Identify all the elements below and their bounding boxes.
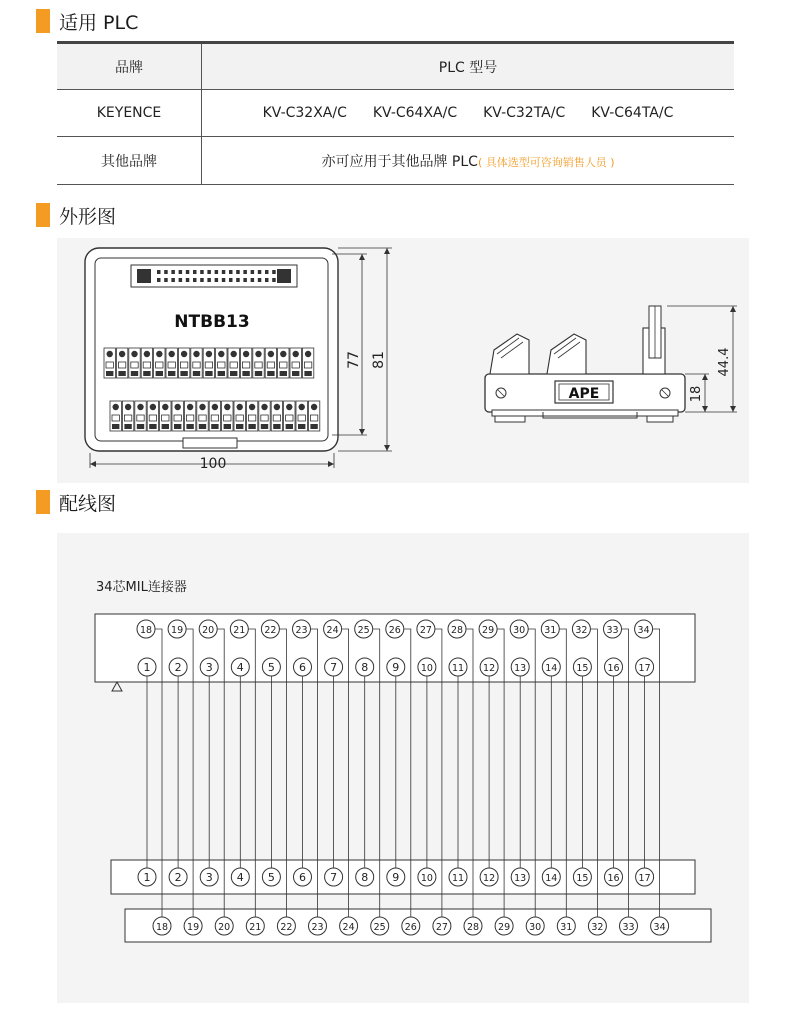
connector-pin: [449, 658, 467, 676]
connector-pin: [418, 658, 436, 676]
connector-pin: [511, 658, 529, 676]
svg-text:19: 19: [187, 922, 200, 933]
connector-pin: [542, 658, 560, 676]
connector-pin: [541, 620, 559, 638]
connector-pin: [169, 658, 187, 676]
terminal-label: [153, 917, 171, 935]
din-clip: [183, 438, 237, 448]
table-header-row: [57, 43, 734, 90]
svg-text:12: 12: [483, 663, 496, 674]
dim-height-inner: 77: [346, 351, 362, 369]
section-title-text: 外形图: [59, 205, 117, 228]
connector-pin: [262, 658, 280, 676]
svg-text:9: 9: [392, 661, 400, 674]
svg-text:30: 30: [513, 625, 526, 636]
connector-pin: [604, 620, 622, 638]
connector-pin: [261, 620, 279, 638]
terminal-label: [231, 868, 249, 886]
header-model: PLC 型号: [202, 43, 735, 90]
svg-text:5: 5: [267, 661, 275, 674]
svg-text:15: 15: [576, 873, 589, 884]
terminal-label: [495, 917, 513, 935]
svg-text:31: 31: [544, 625, 557, 636]
terminal-row-upper: [104, 348, 314, 378]
terminal-label: [340, 917, 358, 935]
svg-text:4: 4: [236, 661, 244, 674]
connector-label: 34芯MIL连接器: [96, 580, 187, 595]
section-title-text: 配线图: [59, 492, 117, 515]
terminal-label: [557, 917, 575, 935]
terminal-label: [356, 868, 374, 886]
terminal-labels-b: [153, 917, 669, 935]
svg-text:22: 22: [264, 625, 277, 636]
header-brand: 品牌: [57, 43, 202, 90]
ape-logo: APE: [568, 386, 600, 402]
terminal-label: [169, 868, 187, 886]
dim-height-outer: 81: [371, 351, 387, 369]
connector-pin: [573, 658, 591, 676]
dim-rail-height: 18: [689, 385, 704, 403]
header-latch-left: [137, 269, 151, 283]
header-latch-right: [277, 269, 291, 283]
connector-pin: [417, 620, 435, 638]
svg-text:15: 15: [576, 663, 589, 674]
svg-text:33: 33: [606, 625, 619, 636]
connector-pin: [200, 658, 218, 676]
model-item: KV-C32XA/C: [262, 105, 347, 121]
svg-text:8: 8: [361, 661, 369, 674]
connector-pin: [325, 658, 343, 676]
svg-text:6: 6: [299, 871, 306, 884]
wiring-diagram-panel: [57, 533, 749, 1003]
section-title-plc: [36, 9, 138, 33]
terminal-label: [246, 917, 264, 935]
terminal-label: [277, 917, 295, 935]
svg-text:26: 26: [404, 922, 417, 933]
terminal-label: [371, 917, 389, 935]
connector-pin: [605, 658, 623, 676]
connector-pin: [448, 620, 466, 638]
connector-pin: [480, 658, 498, 676]
terminal-label: [449, 868, 467, 886]
svg-text:7: 7: [330, 871, 338, 884]
svg-text:13: 13: [514, 663, 527, 674]
terminal-label: [542, 868, 560, 886]
section-title-text: 适用 PLC: [59, 11, 139, 34]
svg-text:24: 24: [326, 625, 339, 636]
model-item: KV-C32TA/C: [483, 105, 566, 121]
terminal-label: [605, 868, 623, 886]
dim-side-height: 44.4: [717, 347, 732, 377]
connector-pin: [293, 620, 311, 638]
connector-pin: [510, 620, 528, 638]
plc-compat-table: [57, 41, 734, 185]
svg-text:4: 4: [236, 871, 244, 884]
svg-text:28: 28: [466, 922, 480, 933]
terminal-label: [387, 868, 405, 886]
terminal-label: [262, 868, 280, 886]
terminal-label: [526, 917, 544, 935]
svg-text:11: 11: [451, 873, 465, 884]
svg-text:23: 23: [295, 625, 308, 636]
terminal-label: [573, 868, 591, 886]
svg-text:1: 1: [143, 661, 151, 674]
terminal-label: [138, 868, 156, 886]
svg-text:20: 20: [202, 625, 215, 636]
svg-text:13: 13: [514, 873, 527, 884]
terminal-label: [325, 868, 343, 886]
table-row: [57, 137, 734, 185]
svg-text:29: 29: [498, 922, 511, 933]
svg-text:29: 29: [482, 625, 495, 636]
svg-text:18: 18: [155, 922, 169, 933]
terminal-label: [433, 917, 451, 935]
terminal-label: [184, 917, 202, 935]
svg-text:26: 26: [388, 625, 401, 636]
terminal-label: [588, 917, 606, 935]
models-cell: [202, 137, 735, 185]
svg-text:32: 32: [591, 922, 604, 933]
connector-pin: [168, 620, 186, 638]
wiring-diagram: [57, 533, 749, 1003]
svg-text:14: 14: [545, 873, 558, 884]
svg-text:12: 12: [483, 873, 496, 884]
brand-cell: KEYENCE: [57, 90, 202, 137]
svg-text:22: 22: [280, 922, 293, 933]
connector-pin: [479, 620, 497, 638]
connector-pin: [138, 658, 156, 676]
svg-text:21: 21: [233, 625, 246, 636]
svg-text:3: 3: [205, 871, 213, 884]
svg-text:6: 6: [299, 661, 306, 674]
svg-text:31: 31: [560, 922, 573, 933]
connector-pin: [636, 658, 654, 676]
svg-text:10: 10: [420, 663, 433, 674]
svg-text:34: 34: [637, 625, 650, 636]
connector-pins-top: [137, 620, 653, 638]
dim-width: 100: [199, 456, 227, 472]
terminal-label: [464, 917, 482, 935]
svg-text:2: 2: [174, 871, 182, 884]
svg-text:16: 16: [607, 663, 620, 674]
terminal-label: [294, 868, 312, 886]
svg-text:17: 17: [638, 873, 651, 884]
svg-text:5: 5: [267, 871, 275, 884]
connector-pin: [387, 658, 405, 676]
terminal-label: [636, 868, 654, 886]
side-view: [485, 306, 685, 422]
section-marker: [36, 9, 50, 33]
connector-pin: [137, 620, 155, 638]
model-name: NTBB13: [174, 312, 250, 332]
sales-note: ( 具体选型可咨询销售人员 ): [477, 155, 615, 169]
connector-pin: [355, 620, 373, 638]
svg-text:27: 27: [419, 625, 432, 636]
svg-text:27: 27: [435, 922, 448, 933]
section-marker: [36, 203, 50, 227]
svg-text:16: 16: [607, 873, 620, 884]
connector-pin: [386, 620, 404, 638]
svg-text:9: 9: [392, 871, 400, 884]
terminal-label: [309, 917, 327, 935]
model-item: KV-C64XA/C: [372, 105, 458, 121]
svg-text:2: 2: [174, 661, 182, 674]
terminal-label: [651, 917, 669, 935]
connector-pin: [199, 620, 217, 638]
table-row: [57, 90, 734, 137]
outline-drawing: [57, 238, 749, 483]
terminal-row-lower: [110, 401, 320, 431]
terminal-label: [620, 917, 638, 935]
svg-text:24: 24: [342, 922, 355, 933]
svg-text:14: 14: [545, 663, 558, 674]
svg-text:25: 25: [373, 922, 386, 933]
models-cell: [202, 90, 735, 137]
svg-text:11: 11: [451, 663, 465, 674]
mil-header: [131, 265, 297, 287]
svg-text:25: 25: [357, 625, 370, 636]
terminal-label: [200, 868, 218, 886]
svg-text:30: 30: [529, 922, 542, 933]
svg-text:8: 8: [361, 871, 369, 884]
svg-text:33: 33: [622, 922, 635, 933]
connector-pin: [572, 620, 590, 638]
pin1-marker: [112, 682, 122, 691]
svg-text:19: 19: [171, 625, 184, 636]
svg-text:32: 32: [575, 625, 588, 636]
terminal-label: [402, 917, 420, 935]
svg-text:10: 10: [420, 873, 433, 884]
terminal-labels-a: [138, 868, 654, 886]
connector-pin: [635, 620, 653, 638]
svg-text:21: 21: [249, 922, 262, 933]
connector-pin: [294, 658, 312, 676]
connector-pin: [231, 658, 249, 676]
svg-text:3: 3: [205, 661, 213, 674]
connector-pin: [230, 620, 248, 638]
section-title-wiring: [36, 490, 116, 514]
connector-pin: [324, 620, 342, 638]
outline-drawing-panel: [57, 238, 749, 483]
terminal-label: [511, 868, 529, 886]
other-brand-text: 亦可应用于其他品牌 PLC: [321, 153, 478, 170]
svg-text:28: 28: [450, 625, 464, 636]
svg-text:1: 1: [143, 871, 151, 884]
model-item: KV-C64TA/C: [591, 105, 674, 121]
terminal-label: [480, 868, 498, 886]
brand-cell: 其他品牌: [57, 137, 202, 185]
terminal-label: [215, 917, 233, 935]
svg-text:17: 17: [638, 663, 651, 674]
svg-text:7: 7: [330, 661, 338, 674]
svg-text:18: 18: [139, 625, 153, 636]
svg-text:20: 20: [218, 922, 231, 933]
section-title-outline: [36, 203, 116, 227]
connector-pins-bottom: [138, 658, 654, 676]
svg-text:34: 34: [653, 922, 666, 933]
svg-text:23: 23: [311, 922, 324, 933]
section-marker: [36, 490, 50, 514]
terminal-label: [418, 868, 436, 886]
connector-pin: [356, 658, 374, 676]
